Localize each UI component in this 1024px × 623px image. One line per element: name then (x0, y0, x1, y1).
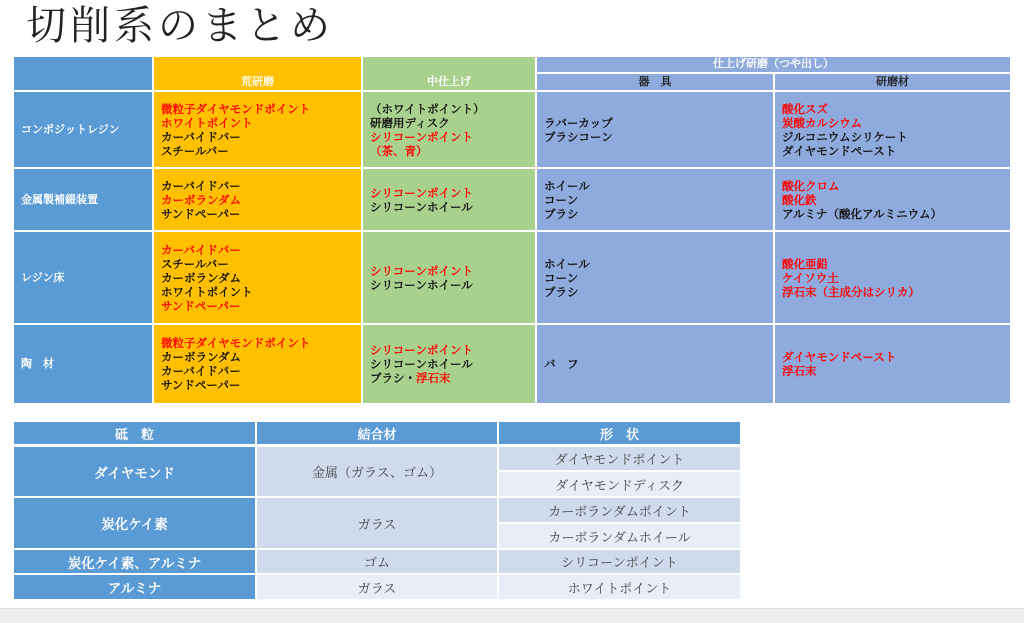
item-line: ホワイトポイント (161, 115, 253, 130)
header-abrasives-label: 研磨材 (876, 74, 909, 88)
item-line: コーン (544, 270, 579, 285)
item-line: シリコーンポイント (370, 263, 474, 278)
header-rough-label: 荒研磨 (241, 75, 274, 88)
item-line: ブラシ (544, 206, 579, 221)
rough-cell (154, 169, 361, 230)
header-finish (537, 57, 1010, 72)
tools-cell (537, 325, 773, 403)
item-line: ホイール (544, 178, 590, 193)
slide-footer-bar (0, 608, 1024, 623)
header-medium (363, 57, 535, 90)
item-line: 酸化スズ (782, 101, 828, 116)
item-line: シリコーンホイール (370, 357, 473, 371)
row-header-label: 陶 材 (21, 357, 54, 370)
item-line: シリコーンポイント (370, 343, 474, 357)
shape-cell (499, 550, 740, 573)
item-line: サンドペーパー (161, 206, 241, 221)
rough-cell (154, 325, 361, 403)
col-header-shape-label: 形 状 (599, 427, 639, 443)
item-line: シリコーンホイール (370, 199, 473, 214)
medium-cell (363, 325, 535, 403)
medium-cell (363, 169, 535, 230)
shape-cell (499, 472, 740, 496)
item-part: ブラシ・ (370, 371, 416, 385)
item-line: 研磨用ディスク (370, 115, 450, 130)
item-line: 浮石末 (782, 364, 817, 378)
item-line: ブラシ (544, 284, 579, 299)
item-line: ケイソウ土 (782, 270, 839, 285)
item-line: ブラシコーン (544, 129, 613, 144)
header-medium-label: 中仕上げ (427, 75, 471, 88)
item-line: ダイヤモンドペースト (782, 143, 897, 158)
abrasives-cell (775, 92, 1010, 167)
grain-label: 炭化ケイ素 (101, 517, 168, 533)
tools-cell (537, 92, 773, 167)
tools-cell (537, 232, 773, 323)
page-title: 切削系のまとめ (26, 3, 334, 49)
binder-cell (257, 550, 497, 573)
item-line: サンドペーパー (161, 298, 241, 313)
rough-cell (154, 92, 361, 167)
row-header-cell (14, 325, 152, 403)
item-line: カーボランダム (161, 192, 242, 207)
shape-cell (499, 524, 740, 548)
item-line: シリコーンホイール (370, 277, 473, 292)
item-line: 酸化クロム (782, 178, 840, 193)
col-header-binder (257, 422, 497, 444)
binder-label: ガラス (357, 517, 397, 533)
header-abrasives (775, 74, 1010, 90)
item-line (370, 371, 535, 385)
grain-label: ダイヤモンド (94, 465, 175, 482)
item-line: バ フ (544, 357, 579, 371)
item-line: カーバイドバー (161, 178, 241, 193)
shape-cell (499, 575, 740, 599)
item-line: カーバイドバー (161, 242, 241, 257)
item-line: 微粒子ダイヤモンドポイント (161, 101, 311, 116)
shape-label: ホワイトポイント (567, 581, 672, 597)
col-header-binder-label: 結合材 (357, 427, 397, 443)
item-line: スチールバー (161, 256, 229, 271)
header-tools-label: 器 具 (638, 74, 672, 88)
header-rough (154, 57, 361, 90)
shape-label: ダイヤモンドポイント (554, 453, 685, 468)
abrasives-cell (775, 232, 1010, 323)
shape-cell (499, 498, 740, 522)
binder-cell (257, 498, 497, 548)
item-line: （ホワイトポイント） (370, 101, 485, 116)
item-line: カーボランダム (161, 350, 242, 364)
col-header-shape (499, 422, 740, 444)
grain-cell (14, 575, 255, 599)
shape-label: カーボランダムホイール (548, 530, 691, 546)
item-line: カーボランダム (161, 270, 242, 285)
header-corner-cell (14, 57, 152, 90)
item-line: ラバーカップ (544, 115, 613, 130)
binder-label: 金属（ガラス、ゴム） (311, 466, 442, 481)
item-line: 微粒子ダイヤモンドポイント (161, 336, 311, 350)
row-header-cell (14, 169, 152, 230)
item-part: 浮石末 (416, 371, 451, 385)
binder-label: ガラス (357, 581, 397, 597)
grain-label: アルミナ (107, 581, 162, 597)
item-line: カーバイドバー (161, 129, 241, 144)
rough-cell (154, 232, 361, 323)
tools-cell (537, 169, 773, 230)
row-header-label: レジン床 (21, 270, 65, 284)
medium-cell (363, 232, 535, 323)
shape-label: カーボランダムポイント (548, 504, 691, 520)
grain-cell (14, 447, 255, 496)
row-header-label: 金属製補綴装置 (21, 192, 98, 206)
shape-label: シリコーンポイント (561, 556, 678, 571)
item-line: 炭酸カルシウム (782, 115, 863, 130)
grain-label: 炭化ケイ素、アルミナ (67, 555, 202, 572)
item-line: 酸化亜鉛 (782, 256, 828, 271)
item-line: カーバイドバー (161, 364, 241, 378)
medium-cell (363, 92, 535, 167)
abrasives-cell (775, 169, 1010, 230)
item-line: アルミナ（酸化アルミニウム） (782, 206, 942, 221)
binder-cell (257, 575, 497, 599)
item-line: 酸化鉄 (782, 192, 817, 207)
shape-cell (499, 447, 740, 470)
item-line: シリコーンポイント (370, 185, 474, 200)
grain-cell (14, 498, 255, 548)
abrasives-cell (775, 325, 1010, 403)
item-line: ジルコニウムシリケート (782, 129, 908, 144)
item-line: 浮石末（主成分はシリカ） (782, 284, 920, 299)
grain-cell (14, 550, 255, 573)
col-header-grain (14, 422, 255, 444)
col-header-grain-label: 砥 粒 (114, 427, 154, 443)
header-finish-label: 仕上げ研磨（つや出し） (713, 57, 834, 70)
binder-label: ゴム (363, 556, 390, 571)
shape-label: ダイヤモンドディスク (555, 478, 684, 494)
binder-cell (257, 447, 497, 496)
item-line: ホイール (544, 256, 590, 271)
row-header-cell (14, 232, 152, 323)
row-header-label: コンポジットレジン (21, 122, 120, 136)
item-line: ホワイトポイント (161, 284, 253, 299)
item-line: コーン (544, 192, 579, 207)
item-line: サンドペーパー (161, 378, 241, 392)
item-line: ダイヤモンドペースト (782, 350, 897, 364)
item-line: シリコーンポイント (370, 129, 474, 144)
item-line: （茶、青） (370, 143, 428, 158)
header-tools (537, 74, 773, 90)
item-line: スチールバー (161, 143, 229, 158)
row-header-cell (14, 92, 152, 167)
